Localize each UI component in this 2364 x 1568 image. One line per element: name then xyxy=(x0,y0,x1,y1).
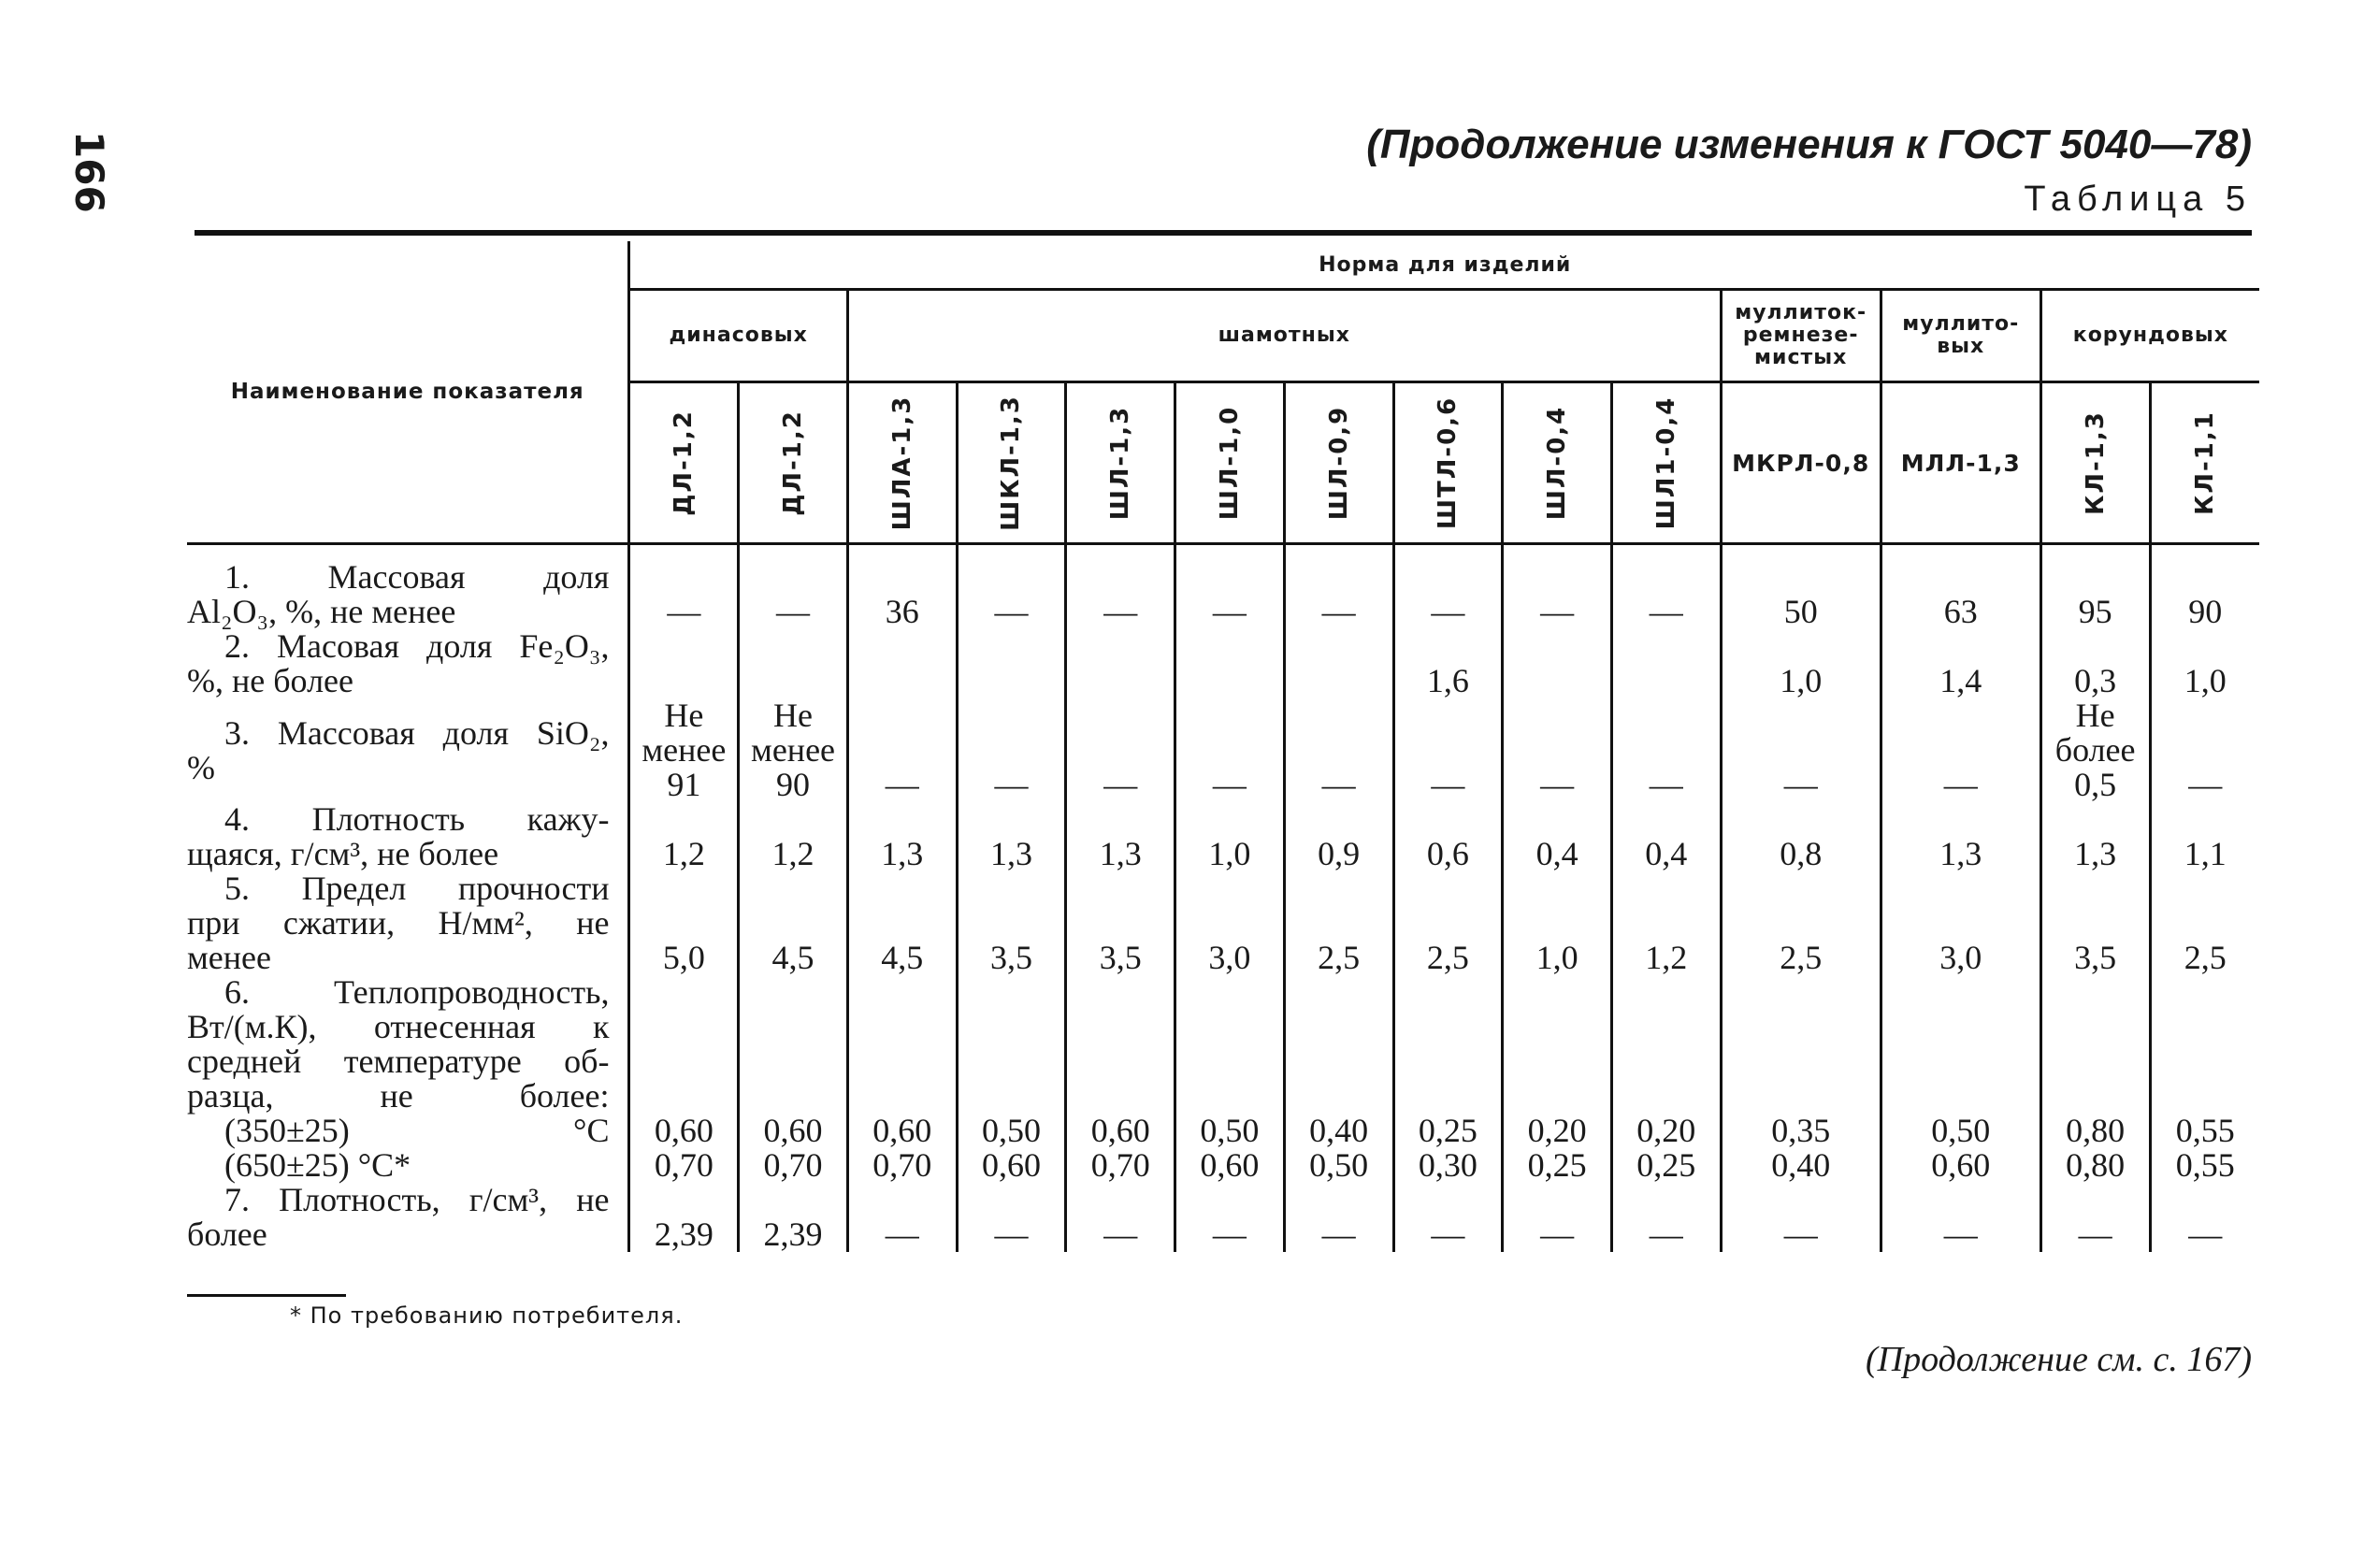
product-code-header: ШТЛ-0,6 xyxy=(1393,382,1503,544)
product-code-header: ШЛА-1,3 xyxy=(847,382,957,544)
value-cell xyxy=(1175,629,1285,698)
footnote-rule xyxy=(187,1294,346,1297)
value-cell xyxy=(629,629,739,698)
value-cell: — xyxy=(957,1183,1066,1252)
product-code-header: ШЛ-0,9 xyxy=(1284,382,1393,544)
value-cell: 1,3 xyxy=(2040,802,2150,871)
value-cell: 1,6 xyxy=(1393,629,1503,698)
param-cell: 7. Плотность, г/см³, не более xyxy=(187,1181,610,1253)
value-cell: 1,2 xyxy=(1611,871,1721,975)
value-cell xyxy=(847,629,957,698)
group-header: муллито- вых xyxy=(1881,290,2040,382)
value-cell xyxy=(739,629,848,698)
footnote: * По требованию потребителя. xyxy=(290,1302,684,1329)
value-cell: — xyxy=(629,560,739,629)
table-row xyxy=(187,629,2259,698)
value-cell: — xyxy=(1284,1183,1393,1252)
value-cell: — xyxy=(1721,698,1881,802)
product-code-header: ДЛ-1,2 xyxy=(629,382,739,544)
value-cell: 2,39 xyxy=(739,1183,848,1252)
value-cell: 0,40 0,50 xyxy=(1284,975,1393,1183)
continuation-note: (Продолжение см. с. 167) xyxy=(1865,1340,2252,1379)
value-cell: Не менее 90 xyxy=(739,698,848,802)
value-cell: 0,80 0,80 xyxy=(2040,975,2150,1183)
table-row xyxy=(187,560,2259,629)
value-cell: 1,3 xyxy=(957,802,1066,871)
value-cell: — xyxy=(1503,698,1612,802)
value-cell: — xyxy=(1066,1183,1175,1252)
value-cell: 4,5 xyxy=(847,871,957,975)
value-cell: 1,0 xyxy=(1175,802,1285,871)
value-cell: 1,2 xyxy=(739,802,848,871)
group-header: муллиток- ремнезе- мистых xyxy=(1721,290,1881,382)
product-code-header: ДЛ-1,2 xyxy=(739,382,848,544)
value-cell: — xyxy=(1881,698,2040,802)
value-cell: 0,55 0,55 xyxy=(2150,975,2259,1183)
value-cell: — xyxy=(1393,1183,1503,1252)
param-cell: 2. Масовая доля Fe₂O₃, %, не более xyxy=(187,627,610,699)
product-code-header: МЛЛ-1,3 xyxy=(1881,382,2040,544)
document-header: (Продолжение изменения к ГОСТ 5040—78) xyxy=(1366,122,2252,167)
value-cell: 2,5 xyxy=(2150,871,2259,975)
value-cell: 2,39 xyxy=(629,1183,739,1252)
value-cell: 1,0 xyxy=(1503,871,1612,975)
table-label: Таблица 5 xyxy=(2024,180,2252,219)
value-cell: 0,25 0,30 xyxy=(1393,975,1503,1183)
product-code-header: ШКЛ-1,3 xyxy=(957,382,1066,544)
value-cell: 1,0 xyxy=(2150,629,2259,698)
value-cell: Не более 0,5 xyxy=(2040,698,2150,802)
value-cell: 0,35 0,40 xyxy=(1721,975,1881,1183)
product-code-header: КЛ-1,1 xyxy=(2150,382,2259,544)
value-cell: — xyxy=(2150,698,2259,802)
value-cell: — xyxy=(739,560,848,629)
value-cell: — xyxy=(957,560,1066,629)
value-cell xyxy=(1066,629,1175,698)
product-code-header: ШЛ-1,3 xyxy=(1066,382,1175,544)
value-cell xyxy=(1611,629,1721,698)
value-cell: — xyxy=(1721,1183,1881,1252)
value-cell: 4,5 xyxy=(739,871,848,975)
value-cell: — xyxy=(1175,698,1285,802)
table-row xyxy=(187,1183,2259,1252)
value-cell: 36 xyxy=(847,560,957,629)
param-header: Наименование показателя xyxy=(230,380,584,404)
header-row-norm xyxy=(187,241,2259,290)
value-cell: — xyxy=(1175,560,1285,629)
table-row xyxy=(187,698,2259,802)
param-cell: 1. Массовая доля Al₂O₃, %, не менее xyxy=(187,558,610,630)
value-cell: — xyxy=(1284,560,1393,629)
group-header: корундовых xyxy=(2040,290,2259,382)
value-cell: 3,5 xyxy=(1066,871,1175,975)
param-cell: 3. Массовая доля SiO₂, % xyxy=(187,713,610,786)
value-cell: — xyxy=(1611,698,1721,802)
value-cell: — xyxy=(1503,1183,1612,1252)
value-cell: — xyxy=(1393,698,1503,802)
value-cell: 3,5 xyxy=(2040,871,2150,975)
value-cell xyxy=(957,629,1066,698)
value-cell: 0,60 0,70 xyxy=(629,975,739,1183)
table-row xyxy=(187,802,2259,871)
value-cell: 0,20 0,25 xyxy=(1611,975,1721,1183)
value-cell: 0,60 0,70 xyxy=(739,975,848,1183)
value-cell: — xyxy=(957,698,1066,802)
value-cell: 1,3 xyxy=(847,802,957,871)
page-number: 166 xyxy=(66,131,112,213)
value-cell: Не менее 91 xyxy=(629,698,739,802)
value-cell: — xyxy=(1611,1183,1721,1252)
value-cell: — xyxy=(1066,560,1175,629)
value-cell: 3,0 xyxy=(1175,871,1285,975)
value-cell: — xyxy=(1393,560,1503,629)
value-cell: 0,60 0,70 xyxy=(847,975,957,1183)
norms-table xyxy=(187,241,2259,1252)
param-cell: 4. Плотность кажу- щаяся, г/см³, не более xyxy=(187,800,610,872)
value-cell: — xyxy=(1881,1183,2040,1252)
value-cell: 2,5 xyxy=(1721,871,1881,975)
value-cell xyxy=(1284,629,1393,698)
value-cell: — xyxy=(1175,1183,1285,1252)
value-cell: 2,5 xyxy=(1284,871,1393,975)
product-code-header: ШЛ1-0,4 xyxy=(1611,382,1721,544)
value-cell: — xyxy=(847,1183,957,1252)
value-cell: 0,50 0,60 xyxy=(957,975,1066,1183)
value-cell xyxy=(1503,629,1612,698)
value-cell: 0,4 xyxy=(1503,802,1612,871)
value-cell: 1,3 xyxy=(1881,802,2040,871)
value-cell: 63 xyxy=(1881,560,2040,629)
value-cell: 1,4 xyxy=(1881,629,2040,698)
value-cell: 1,2 xyxy=(629,802,739,871)
norm-header: Норма для изделий xyxy=(629,241,2259,290)
group-header: динасовых xyxy=(629,290,847,382)
value-cell: 5,0 xyxy=(629,871,739,975)
value-cell: 95 xyxy=(2040,560,2150,629)
value-cell: 0,3 xyxy=(2040,629,2150,698)
product-code-header: ШЛ-0,4 xyxy=(1503,382,1612,544)
value-cell: — xyxy=(1066,698,1175,802)
value-cell: — xyxy=(847,698,957,802)
value-cell: 0,9 xyxy=(1284,802,1393,871)
value-cell: 0,50 0,60 xyxy=(1881,975,2040,1183)
value-cell: 3,5 xyxy=(957,871,1066,975)
value-cell: 0,60 0,70 xyxy=(1066,975,1175,1183)
table-row xyxy=(187,975,2259,1183)
table-row xyxy=(187,871,2259,975)
group-header: шамотных xyxy=(847,290,1721,382)
product-code-header: МКРЛ-0,8 xyxy=(1721,382,1881,544)
value-cell: — xyxy=(2150,1183,2259,1252)
value-cell: 3,0 xyxy=(1881,871,2040,975)
value-cell: — xyxy=(1611,560,1721,629)
value-cell: 50 xyxy=(1721,560,1881,629)
value-cell: — xyxy=(1284,698,1393,802)
table-top-rule xyxy=(195,230,2252,236)
value-cell: — xyxy=(2040,1183,2150,1252)
value-cell: 0,6 xyxy=(1393,802,1503,871)
value-cell: 0,50 0,60 xyxy=(1175,975,1285,1183)
param-cell: 6. Теплопроводность, Вт/(м.К), отнесенная к средней температуре об- разца, не более: (350±25) °С (650±25) °С* xyxy=(187,973,610,1184)
value-cell: — xyxy=(1503,560,1612,629)
value-cell: 1,0 xyxy=(1721,629,1881,698)
product-code-header: КЛ-1,3 xyxy=(2040,382,2150,544)
value-cell: 0,20 0,25 xyxy=(1503,975,1612,1183)
value-cell: 1,3 xyxy=(1066,802,1175,871)
value-cell: 0,8 xyxy=(1721,802,1881,871)
value-cell: 2,5 xyxy=(1393,871,1503,975)
value-cell: 0,4 xyxy=(1611,802,1721,871)
value-cell: 1,1 xyxy=(2150,802,2259,871)
product-code-header: ШЛ-1,0 xyxy=(1175,382,1285,544)
param-cell: 5. Предел прочности при сжатии, Н/мм², не менее xyxy=(187,870,610,976)
value-cell: 90 xyxy=(2150,560,2259,629)
